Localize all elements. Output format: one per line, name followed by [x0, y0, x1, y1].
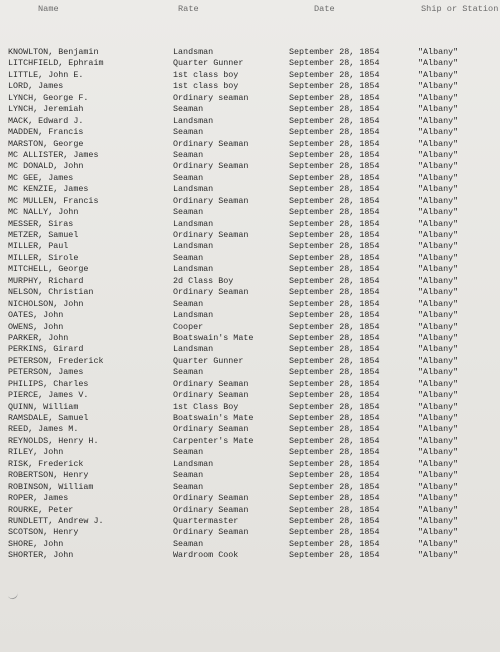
cell-date: September 28, 1854 — [289, 298, 380, 309]
pencil-mark — [7, 591, 19, 601]
table-row — [0, 47, 500, 58]
cell-ship: "Albany" — [418, 47, 459, 57]
cell-ship: "Albany" — [418, 447, 459, 458]
table-row — [0, 287, 500, 298]
column-header-row — [0, 4, 500, 16]
cell-name: LITTLE, John E. — [8, 69, 84, 80]
cell-ship: "Albany" — [418, 504, 459, 515]
cell-rate: Ordinary Seaman — [173, 230, 249, 240]
cell-date: September 28, 1854 — [289, 378, 380, 389]
table-row — [0, 333, 500, 344]
cell-date: September 28, 1854 — [289, 515, 380, 526]
cell-ship: "Albany" — [418, 298, 459, 309]
cell-ship: "Albany" — [418, 344, 459, 355]
table-row — [0, 539, 500, 550]
cell-rate: Seaman — [173, 207, 204, 218]
cell-name: SCOTSON, Henry — [8, 527, 79, 538]
cell-date: September 28, 1854 — [289, 275, 380, 286]
table-row — [0, 470, 500, 481]
cell-date: September 28, 1854 — [289, 493, 380, 504]
cell-ship: "Albany" — [418, 332, 459, 343]
cell-name: MACK, Edward J. — [8, 115, 84, 126]
cell-rate: 1st Class Boy — [173, 401, 239, 412]
cell-rate: Quarter Gunner — [173, 58, 244, 69]
cell-date: September 28, 1854 — [289, 218, 380, 229]
cell-ship: "Albany" — [418, 493, 459, 504]
cell-ship: "Albany" — [418, 161, 459, 172]
table-row — [0, 70, 500, 81]
cell-date: September 28, 1854 — [289, 69, 380, 80]
cell-rate: Landsman — [173, 241, 214, 252]
table-row — [0, 93, 500, 104]
cell-name: MESSER, Siras — [8, 218, 74, 229]
cell-rate: Seaman — [173, 538, 204, 549]
cell-rate: Seaman — [173, 481, 204, 492]
cell-rate: Cooper — [173, 321, 204, 332]
cell-name: SHORE, John — [8, 538, 64, 549]
cell-name: MARSTON, George — [8, 138, 84, 149]
cell-rate: Ordinary Seaman — [173, 195, 249, 206]
cell-ship: "Albany" — [418, 458, 459, 469]
cell-name: QUINN, William — [8, 401, 79, 412]
cell-ship: "Albany" — [418, 424, 459, 435]
table-row — [0, 436, 500, 447]
cell-date: September 28, 1854 — [289, 104, 380, 115]
cell-date: September 28, 1854 — [289, 355, 380, 366]
cell-name: MADDEN, Francis — [8, 127, 84, 138]
table-row — [0, 344, 500, 355]
table-row — [0, 184, 500, 195]
cell-ship: "Albany" — [418, 252, 459, 263]
cell-rate: Seaman — [173, 447, 204, 458]
cell-rate: Boatswain's Mate — [173, 332, 254, 343]
cell-ship: "Albany" — [418, 435, 459, 446]
cell-name: NELSON, Christian — [8, 287, 94, 298]
cell-ship: "Albany" — [418, 527, 459, 538]
cell-ship: "Albany" — [418, 310, 459, 321]
table-row — [0, 139, 500, 150]
cell-rate: Landsman — [173, 115, 214, 126]
table-row — [0, 447, 500, 458]
cell-date: September 28, 1854 — [289, 184, 380, 195]
cell-name: MILLER, Sirole — [8, 252, 79, 263]
table-row — [0, 230, 500, 241]
cell-rate: Carpenter's Mate — [173, 435, 254, 446]
table-row — [0, 493, 500, 504]
cell-name: PARKER, John — [8, 332, 69, 343]
table-row — [0, 322, 500, 333]
cell-date: September 28, 1854 — [289, 81, 380, 92]
cell-ship: "Albany" — [418, 69, 459, 80]
cell-date: September 28, 1854 — [289, 252, 380, 263]
cell-name: ROURKE, Peter — [8, 504, 74, 515]
table-row — [0, 58, 500, 69]
cell-rate: Seaman — [173, 252, 204, 263]
cell-rate: Seaman — [173, 149, 204, 160]
cell-date: September 28, 1854 — [289, 538, 380, 549]
table-row — [0, 207, 500, 218]
table-row — [0, 459, 500, 470]
cell-rate: Ordinary Seaman — [173, 161, 249, 172]
cell-date: September 28, 1854 — [289, 527, 380, 538]
cell-name: MC NALLY, John — [8, 207, 79, 218]
cell-name: ROBINSON, William — [8, 481, 94, 492]
cell-ship: "Albany" — [418, 127, 459, 138]
table-row — [0, 264, 500, 275]
cell-ship: "Albany" — [418, 195, 459, 206]
cell-name: RAMSDALE, Samuel — [8, 413, 89, 423]
cell-name: REYNOLDS, Henry H. — [8, 435, 99, 446]
table-row — [0, 505, 500, 516]
cell-rate: Ordinary Seaman — [173, 504, 249, 515]
cell-ship: "Albany" — [418, 390, 459, 401]
cell-rate: 1st class boy — [173, 69, 239, 80]
cell-date: September 28, 1854 — [289, 207, 380, 218]
table-row — [0, 116, 500, 127]
cell-name: MC ALLISTER, James — [8, 149, 99, 160]
cell-name: METZER, Samuel — [8, 230, 79, 240]
cell-ship: "Albany" — [418, 550, 459, 561]
table-row — [0, 161, 500, 172]
table-row — [0, 527, 500, 538]
cell-ship: "Albany" — [418, 321, 459, 332]
cell-ship: "Albany" — [418, 515, 459, 526]
cell-date: September 28, 1854 — [289, 504, 380, 515]
table-row — [0, 402, 500, 413]
cell-date: September 28, 1854 — [289, 138, 380, 149]
table-row — [0, 219, 500, 230]
cell-rate: Ordinary Seaman — [173, 424, 249, 435]
table-row — [0, 413, 500, 424]
cell-rate: Ordinary seaman — [173, 92, 249, 103]
table-row — [0, 241, 500, 252]
header-name: Name — [38, 4, 59, 14]
cell-ship: "Albany" — [418, 104, 459, 115]
cell-date: September 28, 1854 — [289, 470, 380, 481]
cell-ship: "Albany" — [418, 355, 459, 366]
cell-rate: Landsman — [173, 458, 214, 469]
cell-ship: "Albany" — [418, 184, 459, 195]
cell-date: September 28, 1854 — [289, 92, 380, 103]
cell-date: September 28, 1854 — [289, 172, 380, 183]
table-row — [0, 253, 500, 264]
cell-name: MITCHELL, George — [8, 264, 89, 275]
table-row — [0, 173, 500, 184]
cell-rate: Seaman — [173, 470, 204, 481]
cell-name: MURPHY, Richard — [8, 275, 84, 286]
cell-date: September 28, 1854 — [289, 367, 380, 378]
cell-name: RISK, Frederick — [8, 458, 84, 469]
cell-rate: Seaman — [173, 104, 204, 115]
cell-name: OATES, John — [8, 310, 64, 321]
table-row — [0, 81, 500, 92]
table-row — [0, 550, 500, 561]
cell-date: September 28, 1854 — [289, 161, 380, 172]
table-row — [0, 356, 500, 367]
cell-name: MC KENZIE, James — [8, 184, 89, 195]
cell-name: MC GEE, James — [8, 172, 74, 183]
cell-ship: "Albany" — [418, 115, 459, 126]
cell-name: SHORTER, John — [8, 550, 74, 561]
cell-name: ROBERTSON, Henry — [8, 470, 89, 481]
cell-rate: Boatswain's Mate — [173, 413, 254, 423]
table-row — [0, 276, 500, 287]
cell-rate: Landsman — [173, 344, 214, 355]
table-row — [0, 482, 500, 493]
cell-rate: Seaman — [173, 127, 204, 138]
cell-date: September 28, 1854 — [289, 241, 380, 252]
header-ship-or-station: Ship or Station — [421, 4, 499, 14]
cell-date: September 28, 1854 — [289, 413, 380, 423]
cell-ship: "Albany" — [418, 378, 459, 389]
table-row — [0, 150, 500, 161]
cell-rate: Ordinary Seaman — [173, 527, 249, 538]
cell-date: September 28, 1854 — [289, 149, 380, 160]
cell-ship: "Albany" — [418, 413, 459, 423]
cell-date: September 28, 1854 — [289, 458, 380, 469]
cell-name: REED, James M. — [8, 424, 79, 435]
cell-ship: "Albany" — [418, 58, 459, 69]
cell-rate: Ordinary Seaman — [173, 493, 249, 504]
table-row — [0, 367, 500, 378]
cell-name: MC MULLEN, Francis — [8, 195, 99, 206]
cell-date: September 28, 1854 — [289, 264, 380, 275]
cell-name: LITCHFIELD, Ephraim — [8, 58, 104, 69]
cell-ship: "Albany" — [418, 264, 459, 275]
cell-ship: "Albany" — [418, 481, 459, 492]
cell-date: September 28, 1854 — [289, 287, 380, 298]
cell-ship: "Albany" — [418, 230, 459, 240]
cell-rate: Seaman — [173, 367, 204, 378]
cell-ship: "Albany" — [418, 172, 459, 183]
cell-date: September 28, 1854 — [289, 127, 380, 138]
cell-ship: "Albany" — [418, 81, 459, 92]
table-row — [0, 516, 500, 527]
cell-rate: Ordinary Seaman — [173, 138, 249, 149]
cell-date: September 28, 1854 — [289, 47, 380, 57]
cell-name: PHILIPS, Charles — [8, 378, 89, 389]
cell-name: MC DONALD, John — [8, 161, 84, 172]
cell-date: September 28, 1854 — [289, 401, 380, 412]
roster-list — [0, 47, 500, 562]
table-row — [0, 299, 500, 310]
cell-name: PETERSON, James — [8, 367, 84, 378]
cell-name: KNOWLTON, Benjamin — [8, 47, 99, 57]
cell-ship: "Albany" — [418, 218, 459, 229]
cell-ship: "Albany" — [418, 538, 459, 549]
cell-rate: Ordinary Seaman — [173, 390, 249, 401]
cell-ship: "Albany" — [418, 149, 459, 160]
cell-ship: "Albany" — [418, 241, 459, 252]
cell-name: OWENS, John — [8, 321, 64, 332]
cell-date: September 28, 1854 — [289, 447, 380, 458]
cell-rate: Landsman — [173, 218, 214, 229]
cell-date: September 28, 1854 — [289, 550, 380, 561]
cell-date: September 28, 1854 — [289, 195, 380, 206]
header-date: Date — [314, 4, 335, 14]
cell-date: September 28, 1854 — [289, 344, 380, 355]
cell-rate: Seaman — [173, 298, 204, 309]
table-row — [0, 424, 500, 435]
cell-rate: Seaman — [173, 172, 204, 183]
cell-date: September 28, 1854 — [289, 115, 380, 126]
cell-rate: 1st class boy — [173, 81, 239, 92]
cell-date: September 28, 1854 — [289, 481, 380, 492]
table-row — [0, 104, 500, 115]
cell-name: RUNDLETT, Andrew J. — [8, 515, 104, 526]
table-row — [0, 390, 500, 401]
cell-ship: "Albany" — [418, 207, 459, 218]
cell-name: PERKINS, Girard — [8, 344, 84, 355]
cell-name: LYNCH, George F. — [8, 92, 89, 103]
cell-rate: Landsman — [173, 310, 214, 321]
cell-date: September 28, 1854 — [289, 332, 380, 343]
cell-ship: "Albany" — [418, 275, 459, 286]
cell-date: September 28, 1854 — [289, 424, 380, 435]
table-row — [0, 379, 500, 390]
cell-ship: "Albany" — [418, 470, 459, 481]
cell-date: September 28, 1854 — [289, 390, 380, 401]
cell-name: LORD, James — [8, 81, 64, 92]
table-row — [0, 196, 500, 207]
cell-rate: Landsman — [173, 184, 214, 195]
cell-rate: Landsman — [173, 264, 214, 275]
cell-name: PIERCE, James V. — [8, 390, 89, 401]
cell-name: NICHOLSON, John — [8, 298, 84, 309]
table-row — [0, 310, 500, 321]
cell-name: ROPER, James — [8, 493, 69, 504]
cell-ship: "Albany" — [418, 367, 459, 378]
cell-rate: Quartermaster — [173, 515, 239, 526]
cell-date: September 28, 1854 — [289, 230, 380, 240]
table-row — [0, 127, 500, 138]
cell-rate: Ordinary Seaman — [173, 287, 249, 298]
cell-date: September 28, 1854 — [289, 58, 380, 69]
cell-ship: "Albany" — [418, 92, 459, 103]
cell-ship: "Albany" — [418, 287, 459, 298]
cell-rate: Landsman — [173, 47, 214, 57]
cell-ship: "Albany" — [418, 401, 459, 412]
cell-rate: Quarter Gunner — [173, 355, 244, 366]
cell-date: September 28, 1854 — [289, 435, 380, 446]
cell-rate: 2d Class Boy — [173, 275, 234, 286]
cell-name: RILEY, John — [8, 447, 64, 458]
cell-date: September 28, 1854 — [289, 310, 380, 321]
cell-name: MILLER, Paul — [8, 241, 69, 252]
cell-ship: "Albany" — [418, 138, 459, 149]
cell-name: LYNCH, Jeremiah — [8, 104, 84, 115]
header-rate: Rate — [178, 4, 199, 14]
cell-name: PETERSON, Frederick — [8, 355, 104, 366]
cell-date: September 28, 1854 — [289, 321, 380, 332]
cell-rate: Wardroom Cook — [173, 550, 239, 561]
cell-rate: Ordinary Seaman — [173, 378, 249, 389]
